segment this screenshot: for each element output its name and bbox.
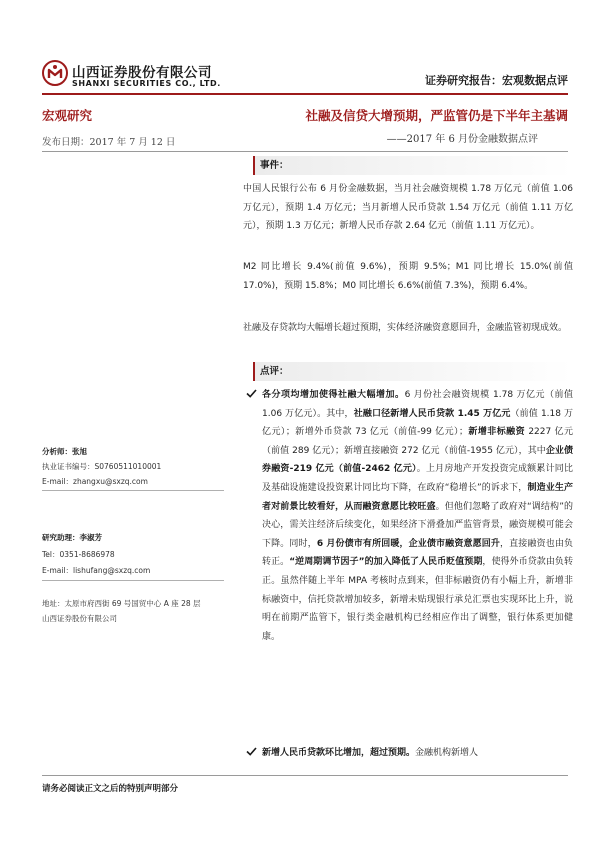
company-address: 地址：太原市府西街 69 号国贸中心 A 座 28 层 <box>42 599 201 608</box>
report-title: 社融及信贷大增预期，严监管仍是下半年主基调 <box>305 108 568 123</box>
checkmark-bullet-icon <box>246 746 257 765</box>
report-category: 宏观研究 <box>42 108 93 123</box>
header-divider <box>42 93 568 95</box>
sidebar-divider <box>42 580 224 581</box>
report-type: 证券研究报告：宏观数据点评 <box>425 74 568 87</box>
analyst-email[interactable]: E-mail：zhangxu@sxzq.com <box>42 477 148 486</box>
company-name-cn: 山西证券股份有限公司 <box>72 65 212 81</box>
company-name-en: SHANXI SECURITIES CO., LTD. <box>72 79 221 88</box>
sidebar-divider <box>42 490 224 491</box>
assistant-tel: Tel：0351-8686978 <box>42 550 115 559</box>
assistant-name: 研究助理：李淑芳 <box>42 533 102 542</box>
comment-bullet-1: 各分项均增加使得社融大幅增加。6 月份社会融资规模 1.78 万亿元（前值 1.06 万亿元）。其中，社融口径新增人民币贷款 1.45 万亿元（前值 1.18 万亿元）；新增外币贷款 73 亿元（前值-99 亿元）；新增非标融资 2227 亿元（前值 289 亿元）；新增直接融资 272 亿元（前值-1955 亿元），其中企业债券融资-219 亿元（前值-2462 亿元）。上月房地产开发投资完成额累计同比及基础设施建设投资累计同比均下降，在政府“稳增长”的诉求下，制造业生产者对前景比较看好，从而融资意愿比较旺盛。但他们忽略了政府对“调结构”的决心，需关注经济后续变化，如果经济下滑叠加严监管背景，融资规模可能会下降。同时，6 月份债市有所回暖，企业债市融资意愿回升，直接融资也由负转正。“逆周期调节因子”的加入降低了人民币贬值预期，使得外币贷款由负转正。虽然伴随上半年 MPA 考核时点到来，但非标融资仍有小幅上升，新增非标融资中，信托贷款增加较多，新增未贴现银行承兑汇票也实现环比上升，说明在前期严监管下，银行类金融机构已经相应作出了调整，银行体系更加健康。 <box>262 390 574 642</box>
comment-heading: 点评： <box>253 362 573 381</box>
footer-divider <box>42 775 568 776</box>
event-paragraph-3: 社融及存贷款均大幅增长超过预期，实体经济融资意愿回升，金融监管初现成效。 <box>243 323 568 333</box>
analyst-name: 分析师：张旭 <box>42 447 87 456</box>
event-paragraph-2: M2 同比增长 9.4%(前值 9.6%)，预期 9.5%；M1 同比增长 15.0%(前值 17.0%)，预期 15.8%；M0 同比增长 6.6%(前值 7.3%)，预期 6.4%。 <box>243 262 573 291</box>
company-logo-icon <box>42 60 68 86</box>
company-name: 山西证券股份有限公司 <box>42 614 117 623</box>
comment-bullet-2: 新增人民币贷款环比增加，超过预期。金融机构新增人 <box>262 748 479 758</box>
assistant-email[interactable]: E-mail：lishufang@sxzq.com <box>42 566 151 575</box>
analyst-cert: 执业证书编号：S0760511010001 <box>42 462 162 471</box>
report-subtitle: ——2017 年 6 月份金融数据点评 <box>386 134 538 145</box>
event-heading: 事件： <box>253 156 573 175</box>
event-paragraph-1: 中国人民银行公布 6 月份金融数据，当月社会融资规模 1.78 万亿元（前值 1.06 万亿元），预期 1.4 万亿元；当月新增人民币贷款 1.54 万亿元（前值 1.11 万亿元），预期 1.3 万亿元；新增人民币存款 2.64 亿元（前值 1.11 万亿元）。 <box>243 184 573 232</box>
title-divider <box>42 151 568 152</box>
publish-date: 发布日期：2017 年 7 月 12 日 <box>42 137 176 148</box>
checkmark-bullet-icon <box>246 388 257 407</box>
footer-disclaimer: 请务必阅读正文之后的特别声明部分 <box>42 784 179 794</box>
